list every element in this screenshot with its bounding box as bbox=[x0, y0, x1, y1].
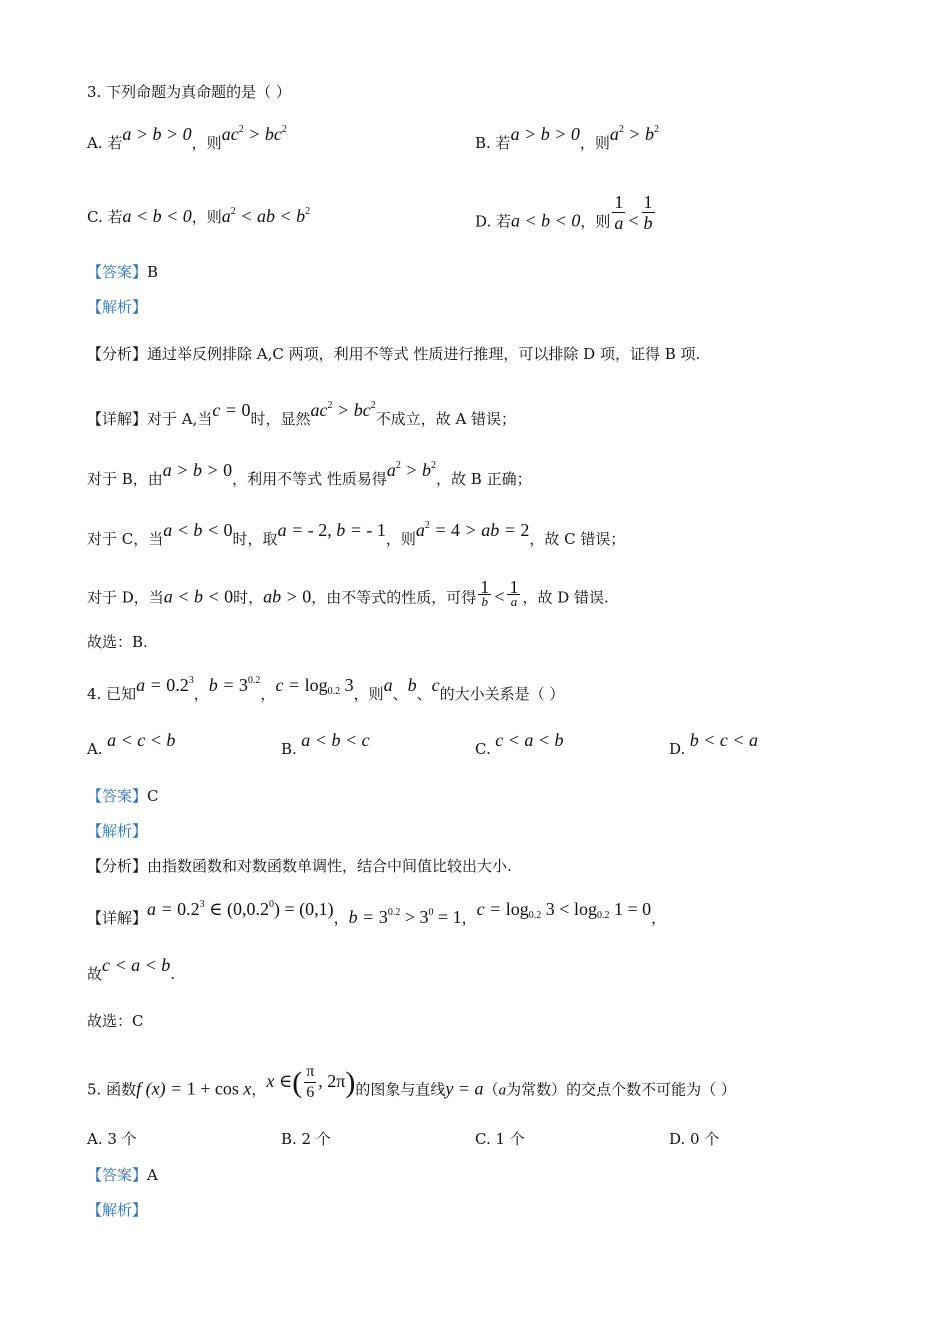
q3-option-c: C. 若a < b < 0，则$a^2$ < ab < $b^2$ bbox=[87, 206, 311, 226]
q4-analysis-heading: 【解析】 bbox=[87, 822, 148, 840]
q4-option-d: D. b < c < a bbox=[669, 730, 759, 758]
q3-stem: 3. 下列命题为真命题的是（ ） bbox=[87, 83, 291, 101]
q4-stem: 4. 已知$a = 0.2^3$，$b = 3^{0.2}$，$c = \log_{0.2} 3$，则a、b、c的大小关系是（ ） bbox=[87, 675, 565, 703]
q5-option-b: B. 2 个 bbox=[281, 1130, 331, 1148]
q5-option-d: D. 0 个 bbox=[669, 1130, 720, 1148]
q4-fenxi: 【分析】由指数函数和对数函数单调性，结合中间值比较出大小. bbox=[87, 857, 512, 875]
q4-conclusion: 故选：C bbox=[87, 1012, 144, 1030]
q3-fenxi: 【分析】通过举反例排除 A,C 两项，利用不等式 性质进行推理，可以排除 D 项，证得 B 项. bbox=[87, 345, 701, 363]
q3-detail-a: 【详解】对于 A,当c = 0时，显然$ac^2 > bc^2$不成立，故 A 错误； bbox=[87, 400, 517, 428]
q5-stem: 5. 函数f (x) = 1 + cos x，x ∈( $\frac{\pi}{6}$ , 2π)的图象与直线y = a（a为常数）的交点个数不可能为（ ） bbox=[87, 1063, 736, 1101]
q3-answer: 【答案】B bbox=[87, 263, 159, 281]
q4-option-b: B. a < b < c bbox=[281, 730, 370, 758]
q3-detail-b: 对于 B，由a > b > 0，利用不等式 性质易得$a^2 > b^2$，故 B 正确； bbox=[87, 460, 532, 488]
q3-conclusion: 故选：B. bbox=[87, 633, 148, 651]
q4-option-a: A. a < c < b bbox=[87, 730, 176, 758]
q3-option-b: B. 若a > b > 0，则$a^2 > b^2$ bbox=[475, 124, 660, 152]
q3-analysis-heading: 【解析】 bbox=[87, 298, 148, 316]
q4-detail-conclusion: 故c < a < b. bbox=[87, 955, 176, 983]
q3-option-d: D. 若a < b < 0，则 $\frac{1}{a}$ < $\frac{1}{b}$ bbox=[475, 192, 653, 233]
q5-option-c: C. 1 个 bbox=[475, 1130, 525, 1148]
q4-detail: 【详解】$a = 0.2^3$ ∈ $(0,0.2^0) = (0,1)$，$b = 3^{0.2} > 3^0 = 1$，$c = \log_{0.2} 3 < \log_{0.2} 1 = 0$， bbox=[87, 899, 667, 927]
q5-answer: 【答案】A bbox=[87, 1166, 158, 1184]
q5-option-a: A. 3 个 bbox=[87, 1130, 137, 1148]
q3-option-a: A. 若a > b > 0，则$ac^2 > bc^2$ bbox=[87, 124, 287, 152]
q4-option-c: C. c < a < b bbox=[475, 730, 564, 758]
q3-detail-c: 对于 C，当a < b < 0时，取a = - 2, b = - 1，则$a^2 = 4$ > ab = 2，故 C 错误； bbox=[87, 520, 626, 548]
q5-analysis-heading: 【解析】 bbox=[87, 1201, 148, 1219]
q4-answer: 【答案】C bbox=[87, 787, 159, 805]
q3-detail-d: 对于 D，当a < b < 0时，ab > 0，由不等式的性质，可得 $\frac{1}{b}$ < $\frac{1}{a}$ ，故 D 错误. bbox=[87, 577, 609, 609]
